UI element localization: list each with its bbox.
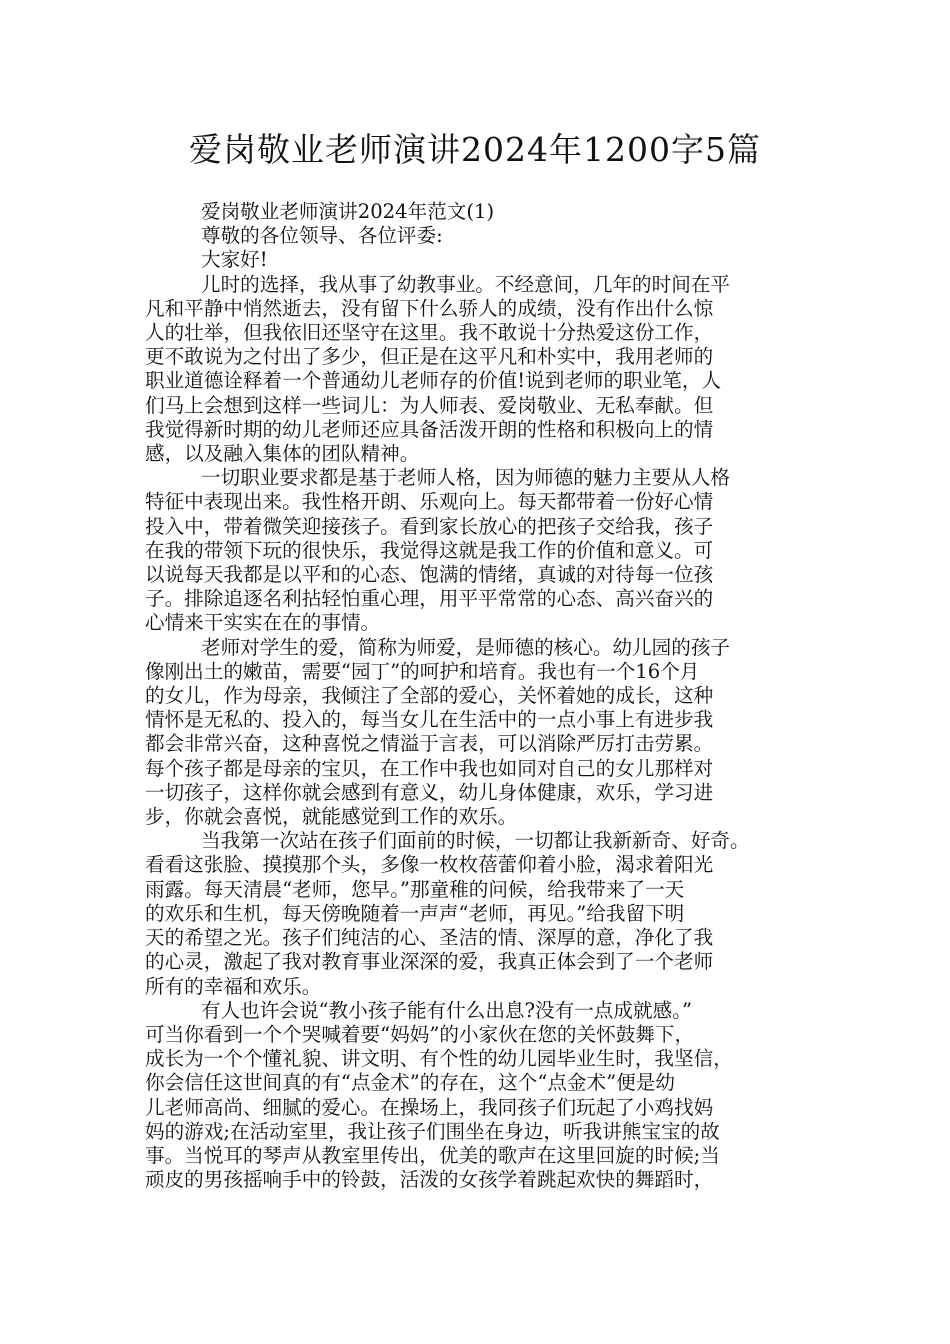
text-line: 所有的幸福和欢乐。 [145,974,322,998]
text-line: 事。当悦耳的琴声从教室里传出，优美的歌声在这里回旋的时候;当 [145,1143,720,1167]
text-line: 爱岗敬业老师演讲2024年范文(1) [201,200,495,223]
text-line: 顽皮的男孩摇响手中的铃鼓，活泼的女孩学着跳起欢快的舞蹈时， [145,1168,714,1192]
text-line: 步，你就会喜悦，就能感觉到工作的欢乐。 [145,805,518,829]
text-line: 凡和平静中悄然逝去，没有留下什么骄人的成绩，没有作出什么惊 [145,296,714,320]
text-line: 的女儿，作为母亲，我倾注了全部的爱心，关怀着她的成长，这种 [145,684,714,708]
text-line: 一切孩子，这样你就会感到有意义，幼儿身体健康，欢乐，学习进 [145,780,714,804]
text-line: 像刚出土的嫩苗，需要“园丁”的呵护和培育。我也有一个16个月 [145,659,700,683]
text-line: 职业道德诠释着一个普通幼儿老师存的价值!说到老师的职业笔，人 [145,369,722,393]
text-line: 的心灵，激起了我对教育事业深深的爱，我真正体会到了一个老师 [145,950,714,974]
text-line: 当我第一次站在孩子们面前的时候，一切都让我新新奇、好奇。 [201,829,750,853]
text-line: 雨露。每天清晨“老师，您早。”那童稚的问候，给我带来了一天 [145,877,685,901]
text-line: 一切职业要求都是基于老师人格，因为师德的魅力主要从人格 [201,466,731,490]
text-line: 子。排除追逐名利拈轻怕重心理，用平平常常的心态、高兴奋兴的 [145,587,714,611]
text-line: 天的希望之光。孩子们纯洁的心、圣洁的情、深厚的意，净化了我 [145,926,714,950]
text-line: 投入中，带着微笑迎接孩子。看到家长放心的把孩子交给我，孩子 [145,514,714,538]
text-line: 心情来干实实在在的事情。 [145,611,381,635]
text-line: 们马上会想到这样一些词儿：为人师表、爱岗敬业、无私奉献。但 [145,393,714,417]
text-line: 成长为一个个懂礼貌、讲文明、有个性的幼儿园毕业生时，我坚信， [145,1047,733,1071]
text-line: 我觉得新时期的幼儿老师还应具备活泼开朗的性格和积极向上的情 [145,417,714,441]
text-line: 情怀是无私的、投入的，每当女儿在生活中的一点小事上有进步我 [145,708,714,732]
text-line: 儿老师高尚、细腻的爱心。在操场上，我同孩子们玩起了小鸡找妈 [145,1095,714,1119]
text-line: 都会非常兴奋，这种喜悦之情溢于言表，可以消除严厉打击劳累。 [145,732,714,756]
text-line: 感，以及融入集体的团队精神。 [145,442,420,466]
text-line: 人的壮举，但我依旧还坚守在这里。我不敢说十分热爱这份工作， [145,321,714,345]
text-line: 你会信任这世间真的有“点金术”的存在，这个“点金术”便是幼 [145,1071,675,1095]
text-line: 在我的带领下玩的很快乐，我觉得这就是我工作的价值和意义。可 [145,538,714,562]
text-line: 看看这张脸、摸摸那个头，多像一枚枚蓓蕾仰着小脸，渴求着阳光 [145,853,714,877]
text-line: 的欢乐和生机，每天傍晚随着一声声“老师，再见。”给我留下明 [145,901,685,925]
text-line: 特征中表现出来。我性格开朗、乐观向上。每天都带着一份好心情 [145,490,714,514]
document-title: 爱岗敬业老师演讲2024年1200字5篇 [189,130,761,169]
text-line: 妈的游戏;在活动室里，我让孩子们围坐在身边，听我讲熊宝宝的故 [145,1119,720,1143]
text-line: 可当你看到一个个哭喊着要“妈妈”的小家伙在您的关怀鼓舞下， [145,1022,695,1046]
text-line: 有人也许会说“教小孩子能有什么出息?没有一点成就感。” [201,998,692,1022]
text-line: 尊敬的各位领导、各位评委: [201,224,443,248]
text-line: 更不敢说为之付出了多少，但正是在这平凡和朴实中，我用老师的 [145,345,714,369]
document-body [145,200,815,1192]
text-line: 儿时的选择，我从事了幼教事业。不经意间，几年的时间在平 [201,272,731,296]
text-line: 每个孩子都是母亲的宝贝，在工作中我也如同对自己的女儿那样对 [145,756,714,780]
text-line: 以说每天我都是以平和的心态、饱满的情绪，真诚的对待每一位孩 [145,563,714,587]
text-line: 老师对学生的爱，简称为师爱，是师德的核心。幼儿园的孩子 [201,635,731,659]
text-line: 大家好! [201,248,268,272]
